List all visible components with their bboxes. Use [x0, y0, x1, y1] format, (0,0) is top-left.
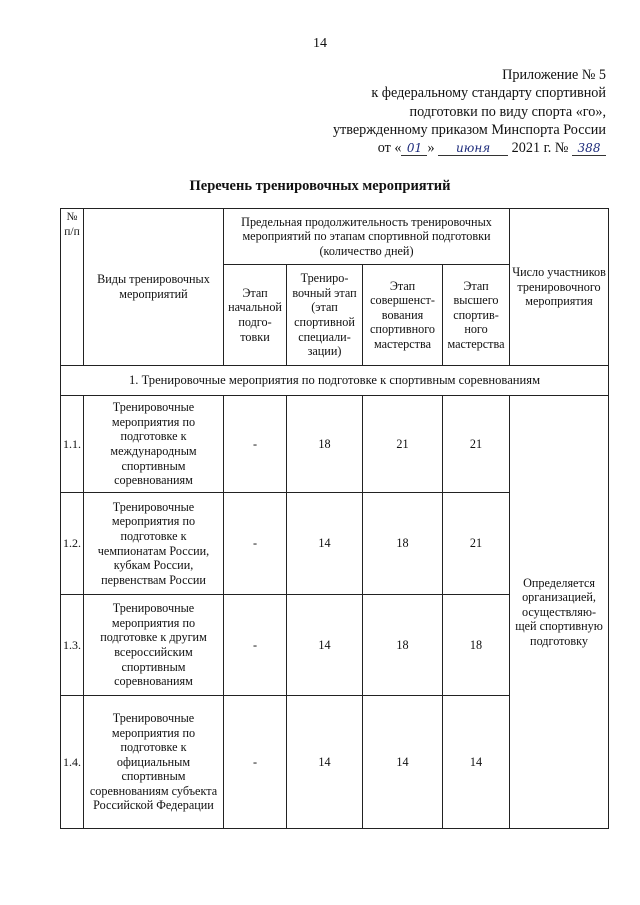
header-stage-training: Трениро-вочный этап (этап спортивной специали-зации)	[287, 265, 363, 366]
appendix-title: Приложение № 5	[502, 67, 606, 83]
appendix-line: утвержденному приказом Минспорта России	[332, 121, 606, 138]
section-heading: 1. Тренировочные мероприятия по подготовке к спортивным соревнованиям	[61, 366, 609, 396]
row-name: Тренировочные мероприятия по подготовке к официальным спортивным соревнованиям субъекта Российской Федерации	[84, 696, 224, 829]
header-participants: Число участников тренировочного мероприятия	[510, 209, 609, 366]
handwritten-order-number: 388	[572, 141, 606, 156]
row-stage1: -	[224, 595, 287, 696]
row-stage4: 21	[443, 396, 510, 493]
row-stage2: 14	[287, 595, 363, 696]
header-stage-highest: Этап высшего спортив-ного мастерства	[443, 265, 510, 366]
document-title: Перечень тренировочных мероприятий	[189, 178, 451, 194]
row-name: Тренировочные мероприятия по подготовке к чемпионатам России, кубкам России, первенствам России	[84, 493, 224, 595]
appendix-line: к федеральному стандарту спортивной	[371, 85, 606, 102]
row-stage4: 14	[443, 696, 510, 829]
header-duration: Предельная продолжительность тренировочных мероприятий по этапам спортивной подготовки (количество дней)	[224, 209, 510, 265]
appendix-line: подготовки по виду спорта «го»,	[409, 103, 606, 120]
row-stage1: -	[224, 696, 287, 829]
row-number: 1.2.	[61, 493, 84, 595]
handwritten-month: июня	[438, 141, 508, 156]
page-number: 14	[313, 36, 327, 51]
date-prefix: от «	[377, 140, 402, 157]
row-stage3: 18	[363, 493, 443, 595]
appendix-header	[286, 66, 606, 157]
row-stage2: 18	[287, 396, 363, 493]
row-stage3: 18	[363, 595, 443, 696]
row-stage3: 14	[363, 696, 443, 829]
row-stage1: -	[224, 493, 287, 595]
row-number: 1.1.	[61, 396, 84, 493]
header-kinds: Виды тренировочных мероприятий	[84, 209, 224, 366]
header-stage-initial: Этап начальной подго-товки	[224, 265, 287, 366]
date-mid: »	[427, 140, 435, 157]
row-name: Тренировочные мероприятия по подготовке к международным спортивным соревнованиям	[84, 396, 224, 493]
row-number: 1.4.	[61, 696, 84, 829]
row-stage4: 21	[443, 493, 510, 595]
header-stage-improvement: Этап совершенст-вования спортивного мастерства	[363, 265, 443, 366]
row-stage2: 14	[287, 696, 363, 829]
appendix-date-line	[286, 139, 606, 157]
training-events-table	[60, 208, 609, 829]
row-stage1: -	[224, 396, 287, 493]
handwritten-day: 01	[401, 141, 427, 156]
date-year: 2021 г. №	[511, 140, 569, 157]
row-number: 1.3.	[61, 595, 84, 696]
table-row	[61, 396, 609, 493]
row-stage4: 18	[443, 595, 510, 696]
row-stage2: 14	[287, 493, 363, 595]
row-stage3: 21	[363, 396, 443, 493]
participants-note: Определяется организацией, осуществляю-щей спортивную подготовку	[510, 396, 609, 829]
row-name: Тренировочные мероприятия по подготовке к другим всероссийским спортивным соревнованиям	[84, 595, 224, 696]
header-num: № п/п	[61, 209, 84, 366]
